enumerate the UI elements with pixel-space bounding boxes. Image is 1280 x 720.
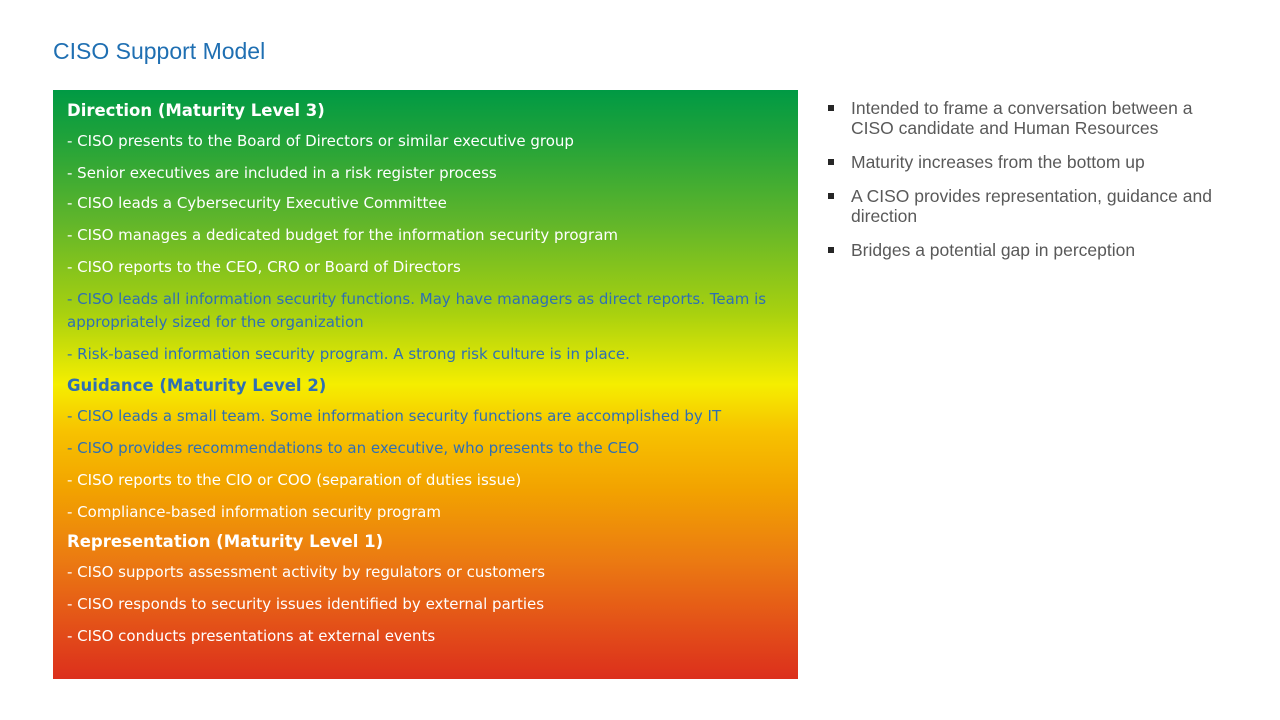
level-heading: Guidance (Maturity Level 2) bbox=[67, 376, 327, 395]
level-heading: Direction (Maturity Level 3) bbox=[67, 101, 325, 120]
bullet-item bbox=[826, 98, 1226, 138]
bullet-item bbox=[826, 186, 1226, 226]
square-bullet-icon bbox=[828, 247, 834, 253]
bullet-item bbox=[826, 240, 1226, 260]
level-item: - CISO supports assessment activity by regulators or customers bbox=[67, 563, 546, 581]
bullet-text: Bridges a potential gap in perception bbox=[851, 240, 1136, 260]
level-item: - Senior executives are included in a risk register process bbox=[67, 164, 497, 182]
level-item: - CISO responds to security issues identified by external parties bbox=[67, 595, 545, 613]
bullet-text: Intended to frame a conversation between a CISO candidate and Human Resources bbox=[851, 98, 1193, 138]
level-item: - CISO provides recommendations to an executive, who presents to the CEO bbox=[67, 439, 640, 457]
slide-title: CISO Support Model bbox=[53, 38, 266, 64]
level-guidance bbox=[67, 373, 784, 524]
level-item: - Compliance-based information security program bbox=[67, 503, 441, 521]
bullet-text: Maturity increases from the bottom up bbox=[851, 152, 1145, 172]
level-item: - CISO leads a Cybersecurity Executive Committee bbox=[67, 194, 447, 212]
square-bullet-icon bbox=[828, 105, 834, 111]
level-item: - CISO presents to the Board of Directors or similar executive group bbox=[67, 132, 574, 150]
level-item: - CISO reports to the CIO or COO (separation of duties issue) bbox=[67, 471, 522, 489]
level-item: - CISO leads all information security functions. May have managers as direct reports. Team is appropriately sized for the organization bbox=[67, 290, 767, 331]
level-item: - CISO leads a small team. Some information security functions are accomplished by IT bbox=[67, 407, 722, 425]
bullet-text: A CISO provides representation, guidance and direction bbox=[851, 186, 1212, 226]
square-bullet-icon bbox=[828, 193, 834, 199]
summary-bullet-list bbox=[826, 98, 1226, 274]
level-heading: Representation (Maturity Level 1) bbox=[67, 532, 384, 551]
level-item: - CISO reports to the CEO, CRO or Board of Directors bbox=[67, 258, 461, 276]
square-bullet-icon bbox=[828, 159, 834, 165]
level-item: - Risk-based information security program. A strong risk culture is in place. bbox=[67, 345, 630, 363]
level-item: - CISO manages a dedicated budget for the information security program bbox=[67, 226, 619, 244]
level-item: - CISO conducts presentations at external events bbox=[67, 627, 436, 645]
level-representation bbox=[67, 529, 784, 648]
bullet-item bbox=[826, 152, 1226, 172]
maturity-gradient-box bbox=[53, 90, 798, 679]
level-direction bbox=[67, 98, 784, 366]
